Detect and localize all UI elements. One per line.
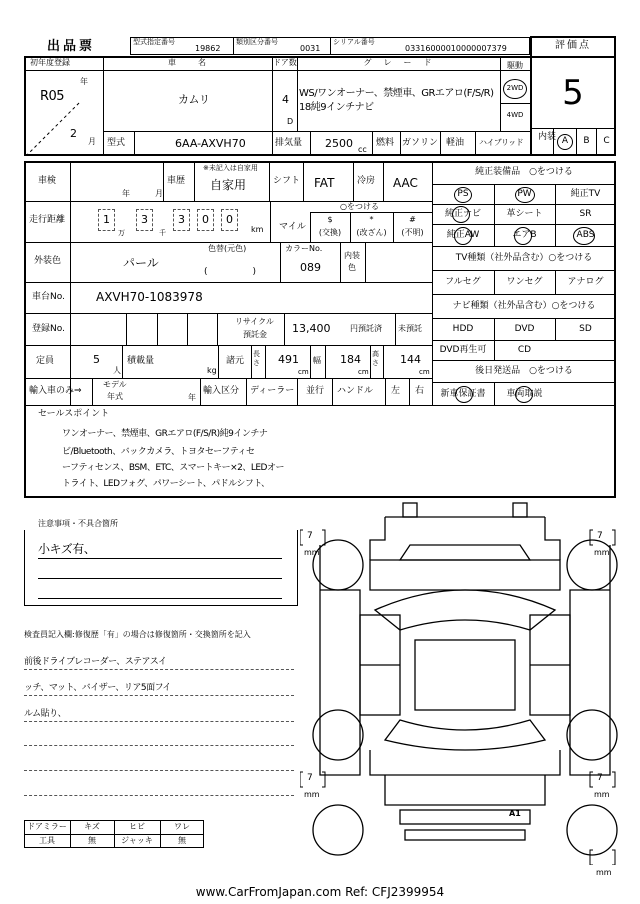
interior-c: C bbox=[603, 136, 610, 146]
mileage-digit-2: 3 bbox=[136, 209, 153, 231]
interior-a: A bbox=[561, 136, 569, 146]
navi-cd: CD bbox=[517, 345, 532, 355]
handle-right: 右 bbox=[415, 386, 425, 396]
later-title: 後日発送品 ○をつける bbox=[475, 366, 573, 376]
notes-line-1: 小キズ有、 bbox=[38, 542, 96, 556]
tbl-jack-val: 無 bbox=[178, 836, 186, 845]
score-value: 5 bbox=[562, 73, 584, 113]
equip-pw: PW bbox=[517, 189, 532, 199]
inspector-title: 検査員記入欄:修復歴「有」の場合は修復箇所・交換箇所を記入 bbox=[24, 630, 251, 639]
serial-value: 03316000010000007379 bbox=[405, 44, 507, 53]
inspector-line-3: ルム貼り、 bbox=[24, 709, 67, 719]
form-title: 出品票 bbox=[47, 39, 96, 54]
tire-rl-unit: mm bbox=[304, 790, 320, 799]
chassis-label: 車台No. bbox=[32, 292, 65, 302]
mileage-circle-note: ○をつける bbox=[340, 202, 379, 211]
mileage-kaizan: (改ざん) bbox=[356, 228, 387, 237]
chassis-value: AXVH70-1083978 bbox=[96, 290, 203, 304]
first-reg-year-unit: 年 bbox=[80, 77, 88, 86]
door-label: ドア数 bbox=[273, 58, 297, 67]
class-number-label: 類別区分番号 bbox=[236, 38, 278, 46]
navi-sd: SD bbox=[579, 324, 592, 334]
capacity-value: 5 bbox=[93, 353, 100, 366]
mileage-exchange: (交換) bbox=[318, 228, 342, 237]
color-no-label: カラーNo. bbox=[285, 244, 323, 253]
equip-ps-circle bbox=[454, 187, 472, 203]
equip-airbag-circle bbox=[514, 227, 532, 245]
tire-rl-depth: 7 bbox=[307, 773, 313, 783]
mileage-hash: # bbox=[409, 215, 416, 224]
equipment-title: 純正装備品 ○をつける bbox=[475, 167, 573, 177]
drive-label: 駆動 bbox=[507, 61, 523, 70]
exterior-original-paren: ( ) bbox=[204, 267, 257, 277]
length-unit: cm bbox=[298, 368, 309, 376]
import-parallel: 並行 bbox=[306, 386, 325, 396]
mileage-sen: 千 bbox=[159, 229, 166, 237]
equip-abs-circle bbox=[573, 227, 595, 245]
recycle-deposited: 円預託済 bbox=[350, 324, 382, 333]
mileage-digit-5: 0 bbox=[221, 209, 238, 231]
equip-sr: SR bbox=[579, 209, 592, 219]
sales-title: セールスポイント bbox=[38, 409, 110, 419]
navi-hdd: HDD bbox=[452, 324, 474, 334]
sales-line-1: ワンオーナー、禁煙車、GRエアロ(F/S/R)純9インチナ bbox=[62, 429, 268, 439]
height-value: 144 bbox=[400, 353, 421, 366]
fuel-gasoline: ガソリン bbox=[402, 138, 439, 148]
displacement-unit: cc bbox=[358, 145, 367, 154]
ac-value: AAC bbox=[393, 176, 418, 190]
sales-line-3: ーフティセンス、BSM、ETC、スマートキー×2、LEDオー bbox=[62, 463, 284, 473]
import-div-label: 輸入区分 bbox=[203, 386, 240, 396]
interior-color-label-1: 内装 bbox=[344, 251, 360, 260]
tbl-h-crack: ヒビ bbox=[129, 822, 145, 831]
tire-fl-depth: 7 bbox=[307, 531, 313, 541]
mileage-label: 走行距離 bbox=[29, 215, 66, 225]
exterior-label: 外装色 bbox=[34, 256, 62, 266]
tire-rr-depth: 7 bbox=[597, 773, 603, 783]
navi-dvd-play: DVD再生可 bbox=[439, 345, 487, 355]
capacity-label: 定員 bbox=[36, 356, 55, 366]
inspection-year-unit: 年 bbox=[122, 189, 130, 198]
tire-fr-unit: mm bbox=[594, 548, 610, 557]
mileage-digit-3: 3 bbox=[173, 209, 190, 231]
import-label: 輸入車のみ⇒ bbox=[29, 386, 82, 396]
first-reg-label: 初年度登録 bbox=[30, 58, 70, 67]
recycle-value: 13,400 bbox=[292, 322, 331, 335]
grade-label: グ レ ー ド bbox=[363, 58, 434, 67]
mileage-man: 万 bbox=[118, 229, 125, 237]
later-manual-circle bbox=[515, 386, 533, 403]
tv-fullseg: フルセグ bbox=[445, 277, 481, 287]
model-year-label-2: 年式 bbox=[107, 392, 123, 401]
door-d: D bbox=[287, 117, 294, 126]
equip-tv: 純正TV bbox=[570, 189, 601, 199]
car-name-value: カムリ bbox=[178, 93, 210, 106]
inspector-line-1: 前後ドライブレコーダー、ステアスイ bbox=[24, 657, 167, 667]
interior-color-label-2: 色 bbox=[348, 263, 356, 272]
first-reg-month-unit: 月 bbox=[88, 137, 96, 146]
equip-navi-circle bbox=[452, 206, 470, 223]
first-reg-month: 2 bbox=[70, 127, 77, 140]
equip-pw-circle bbox=[515, 187, 535, 203]
tbl-h-break: ワレ bbox=[174, 822, 190, 831]
car-name-label: 車 名 bbox=[168, 58, 208, 67]
mileage-dollar: $ bbox=[327, 215, 333, 224]
mileage-unit: km bbox=[251, 225, 264, 234]
sales-line-2: ビ/Bluetooth、バックカメラ、トヨタセーフティセ bbox=[62, 447, 255, 457]
equip-aw: 純正AW bbox=[446, 230, 480, 240]
navi-dvd: DVD bbox=[514, 324, 535, 334]
tbl-h-scratch: キズ bbox=[84, 822, 100, 831]
tire-fl-unit: mm bbox=[304, 548, 320, 557]
displacement-value: 2500 bbox=[325, 137, 353, 150]
fuel-label: 燃料 bbox=[376, 138, 395, 148]
equip-navi: 純正ナビ bbox=[444, 209, 481, 219]
recycle-unpaid: 未預託 bbox=[398, 324, 422, 333]
mileage-star: * bbox=[369, 215, 374, 224]
tire-rr-unit: mm bbox=[594, 790, 610, 799]
later-manual: 車両取説 bbox=[506, 389, 543, 399]
mileage-digit-4: 0 bbox=[197, 209, 214, 231]
damage-a1: A1 bbox=[509, 809, 521, 818]
tbl-tools-val: 無 bbox=[88, 836, 96, 845]
load-unit: kg bbox=[207, 366, 217, 375]
tv-analog: アナログ bbox=[567, 277, 604, 287]
score-label: 評価点 bbox=[555, 40, 591, 51]
capacity-unit: 人 bbox=[113, 366, 121, 375]
inspection-label: 車検 bbox=[38, 176, 57, 186]
displacement-label: 排気量 bbox=[275, 138, 303, 148]
import-dealer: ディーラー bbox=[250, 386, 295, 396]
class-number-value: 0031 bbox=[300, 44, 321, 53]
door-value: 4 bbox=[282, 93, 289, 106]
inspection-month-unit: 月 bbox=[155, 189, 163, 198]
height-unit: cm bbox=[419, 368, 430, 376]
equip-airbag: エアB bbox=[512, 230, 537, 240]
mileage-digit-1: 1 bbox=[98, 209, 115, 231]
color-change-label: 色替(元色) bbox=[208, 244, 247, 253]
drive-2wd: 2WD bbox=[506, 84, 524, 92]
notes-title: 注意事項・不具合箇所 bbox=[38, 519, 118, 528]
height-label: 高さ bbox=[372, 350, 379, 367]
interior-label: 内装 bbox=[538, 132, 557, 142]
first-reg-year: R05 bbox=[40, 89, 65, 104]
registration-label: 登録No. bbox=[32, 324, 65, 334]
inspector-line-2: ッチ、マット、バイザー、リア5面フイ bbox=[24, 683, 171, 693]
tire-depth-brackets bbox=[300, 530, 615, 865]
serial-label: シリアル番号 bbox=[333, 38, 375, 46]
model-label: 型式 bbox=[107, 138, 126, 148]
history-note: ※未記入は自家用 bbox=[203, 164, 258, 172]
handle-label: ハンドル bbox=[337, 386, 374, 396]
tbl-jack: ジャッキ bbox=[121, 836, 153, 845]
shift-label: シフト bbox=[273, 176, 301, 186]
history-label: 車歴 bbox=[167, 176, 186, 186]
tbl-h-mirror: ドアミラー bbox=[27, 822, 67, 831]
recycle-label-2: 預託金 bbox=[243, 330, 267, 339]
type-number-value: 19862 bbox=[195, 44, 221, 53]
equip-abs: ABS bbox=[576, 230, 595, 240]
ac-label: 冷房 bbox=[357, 176, 376, 186]
model-value: 6AA-AXVH70 bbox=[175, 137, 246, 150]
first-reg-diagonal bbox=[26, 72, 104, 156]
interior-b: B bbox=[583, 136, 590, 146]
specs-label: 諸元 bbox=[226, 356, 245, 366]
color-no-value: 089 bbox=[300, 261, 321, 274]
tire-spare-unit: mm bbox=[596, 868, 612, 877]
length-value: 491 bbox=[278, 353, 299, 366]
equip-ps: PS bbox=[457, 189, 469, 199]
model-year-unit: 年 bbox=[188, 393, 196, 402]
car-damage-diagram bbox=[300, 500, 630, 865]
width-value: 184 bbox=[340, 353, 361, 366]
grade-line-1: WS/ワンオーナー、禁煙車、GRエアロ(F/S/R) bbox=[299, 88, 494, 99]
equip-aw-circle bbox=[454, 227, 472, 245]
load-label: 積載量 bbox=[127, 356, 155, 366]
mileage-mile: マイル bbox=[279, 222, 306, 232]
exterior-value: パール bbox=[123, 256, 159, 270]
tbl-tools: 工具 bbox=[39, 836, 55, 845]
mileage-unknown: (不明) bbox=[401, 228, 424, 237]
car-outline bbox=[313, 503, 617, 855]
width-unit: cm bbox=[358, 368, 369, 376]
footer-ref: www.CarFromJapan.com Ref: CFJ2399954 bbox=[195, 885, 445, 899]
navi-title: ナビ種類（社外品含む）○をつける bbox=[452, 301, 596, 311]
history-value: 自家用 bbox=[210, 178, 247, 192]
grade-line-2: 18純9インチナビ bbox=[299, 102, 374, 113]
recycle-label-1: リサイクル bbox=[235, 317, 274, 326]
fuel-hybrid: ハイブリッド bbox=[479, 138, 524, 147]
tire-fr-depth: 7 bbox=[597, 531, 603, 541]
fuel-diesel: 軽油 bbox=[446, 138, 465, 148]
type-number-label: 型式指定番号 bbox=[133, 38, 175, 46]
tv-oneseg: ワンセグ bbox=[506, 277, 543, 287]
later-warranty: 新車保証書 bbox=[440, 389, 486, 399]
sales-line-4: トライト、LEDフォグ、パワーシート、パドルシフト、 bbox=[62, 479, 270, 489]
later-warranty-circle bbox=[455, 386, 473, 403]
tv-title: TV種類（社外品含む）○をつける bbox=[455, 253, 593, 263]
width-label: 幅 bbox=[313, 356, 321, 365]
shift-value: FAT bbox=[314, 176, 335, 190]
drive-4wd: 4WD bbox=[506, 111, 524, 119]
model-year-label-1: モデル bbox=[103, 380, 127, 389]
handle-left: 左 bbox=[391, 386, 401, 396]
equip-leather: 革シート bbox=[506, 209, 543, 219]
length-label: 長さ bbox=[253, 350, 260, 367]
